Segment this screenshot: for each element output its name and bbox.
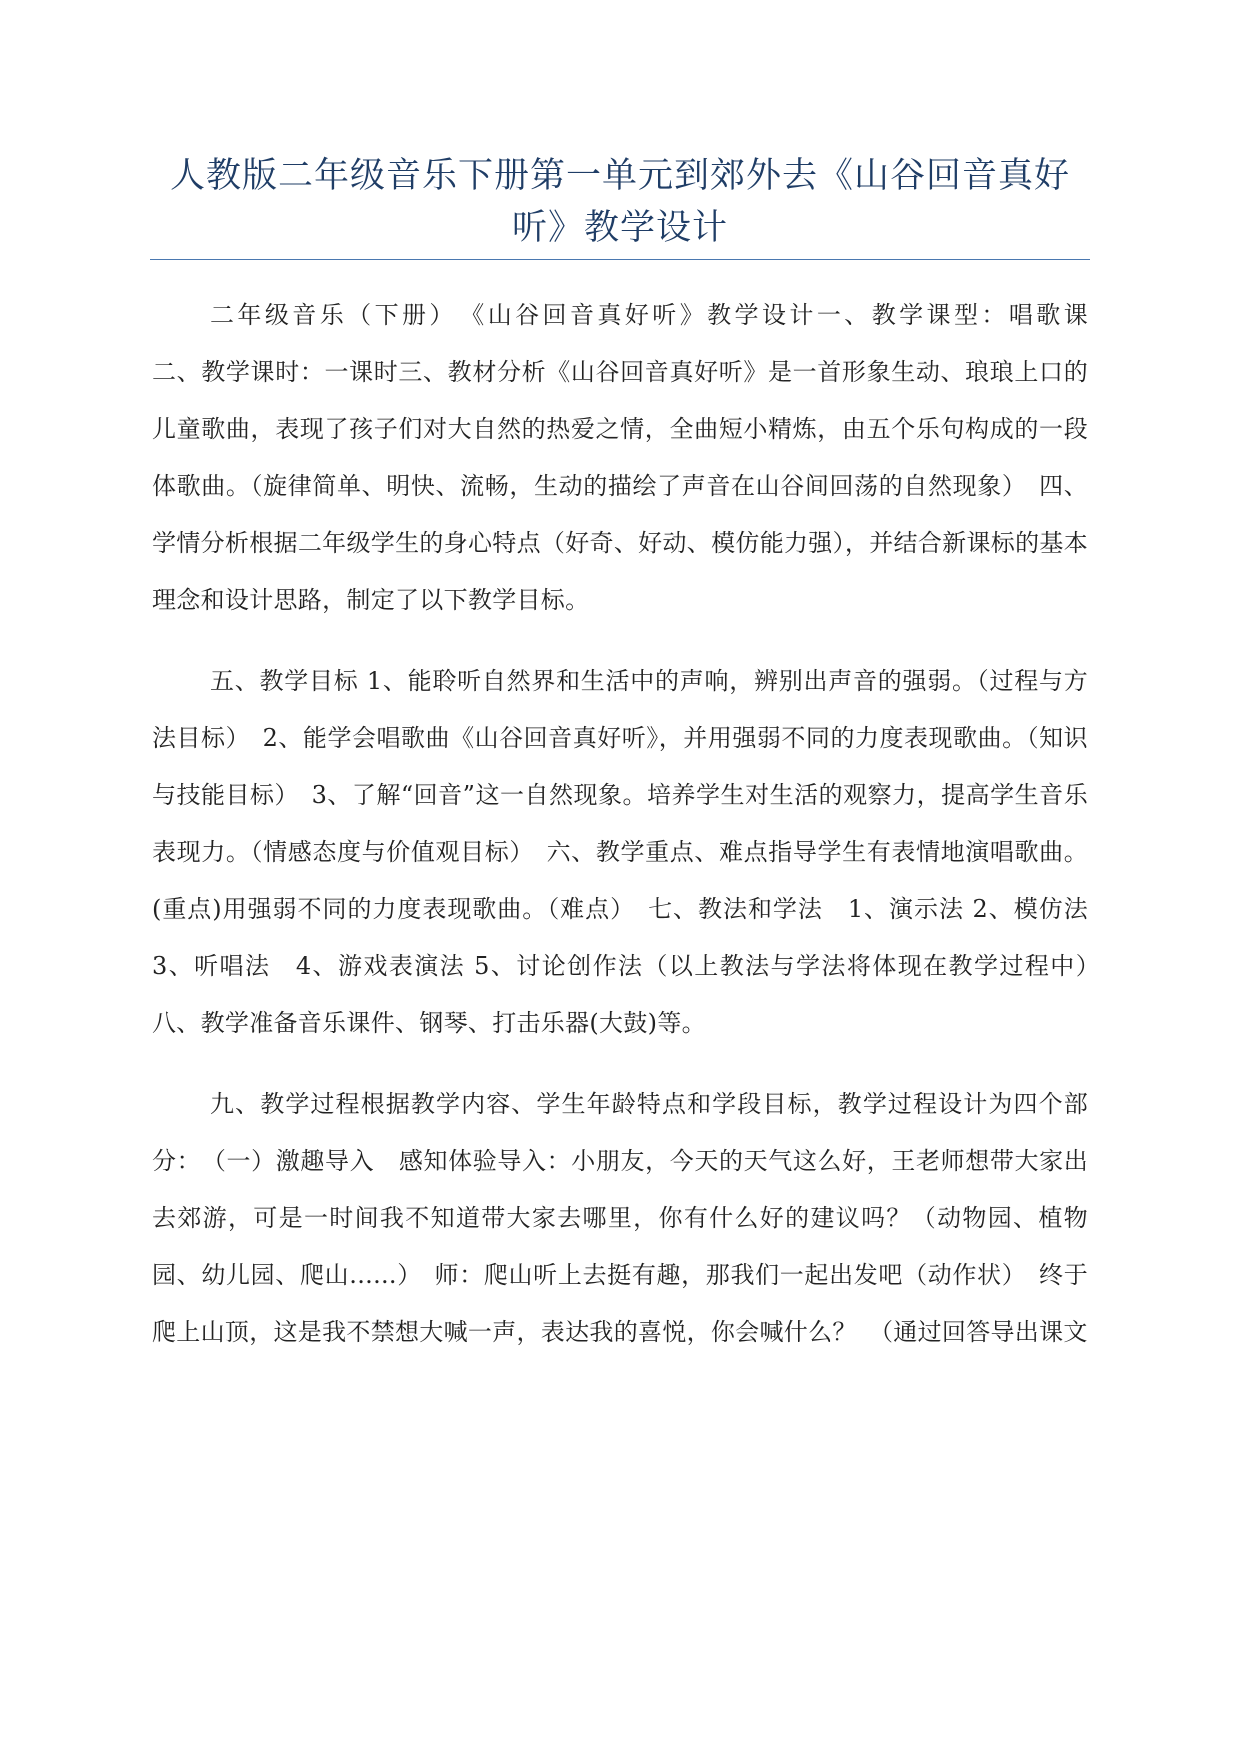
document-title: 人教版二年级音乐下册第一单元到郊外去《山谷回音真好听》教学设计 — [169, 156, 1070, 248]
paragraph-process: 九、教学过程根据教学内容、学生年龄特点和学段目标，教学过程设计为四个部分： （一）激趣导入 感知体验导入：小朋友，今天的天气这么好，王老师想带大家出去郊游，可是一时间我不知道带大家去哪里，你有什么好的建议吗？（动物园、植物园、幼儿园、爬山......） 师：爬山听上去挺有趣，那我们一起出发吧（动作状） 终于爬上山顶，这是我不禁想大喊一声，表达我的喜悦，你会喊什么？ （通过回答导出课文 — [152, 1090, 1088, 1346]
paragraph-overview: 二年级音乐（下册） 《山谷回音真好听》教学设计一、教学课型：唱歌课 二、教学课时：一课时三、教材分析《山谷回音真好听》是一首形象生动、琅琅上口的儿童歌曲，表现了孩子们对大自然的热爱之情，全曲短小精炼，由五个乐句构成的一段体歌曲。（旋律简单、明快、流畅，生动的描绘了声音在山谷间回荡的自然现象） 四、学情分析根据二年级学生的身心特点（好奇、好动、模仿能力强），并结合新课标的基本理念和设计思路，制定了以下教学目标。 — [152, 301, 1161, 614]
paragraph-objectives: 五、教学目标 1、能聆听自然界和生活中的声响，辨别出声音的强弱。（过程与方法目标） 2、能学会唱歌曲《山谷回音真好听》，并用强弱不同的力度表现歌曲。（知识与技能目标） 3、了解“回音”这一自然现象。培养学生对生活的观察力，提高学生音乐表现力。（情感态度与价值观目标） 六、教学重点、难点指导学生有表情地演唱歌曲。(重点)用强弱不同的力度表现歌曲。（难点） 七、教法和学法 1、演示法 2、模仿法 3、听唱法 4、游戏表演法 5、讨论创作法（以上教法与学法将体现在教学过程中） 八、教学准备音乐课件、钢琴、打击乐器(大鼓)等。 — [152, 667, 1137, 1037]
title-divider — [150, 259, 1090, 260]
document-body — [152, 287, 1161, 1385]
